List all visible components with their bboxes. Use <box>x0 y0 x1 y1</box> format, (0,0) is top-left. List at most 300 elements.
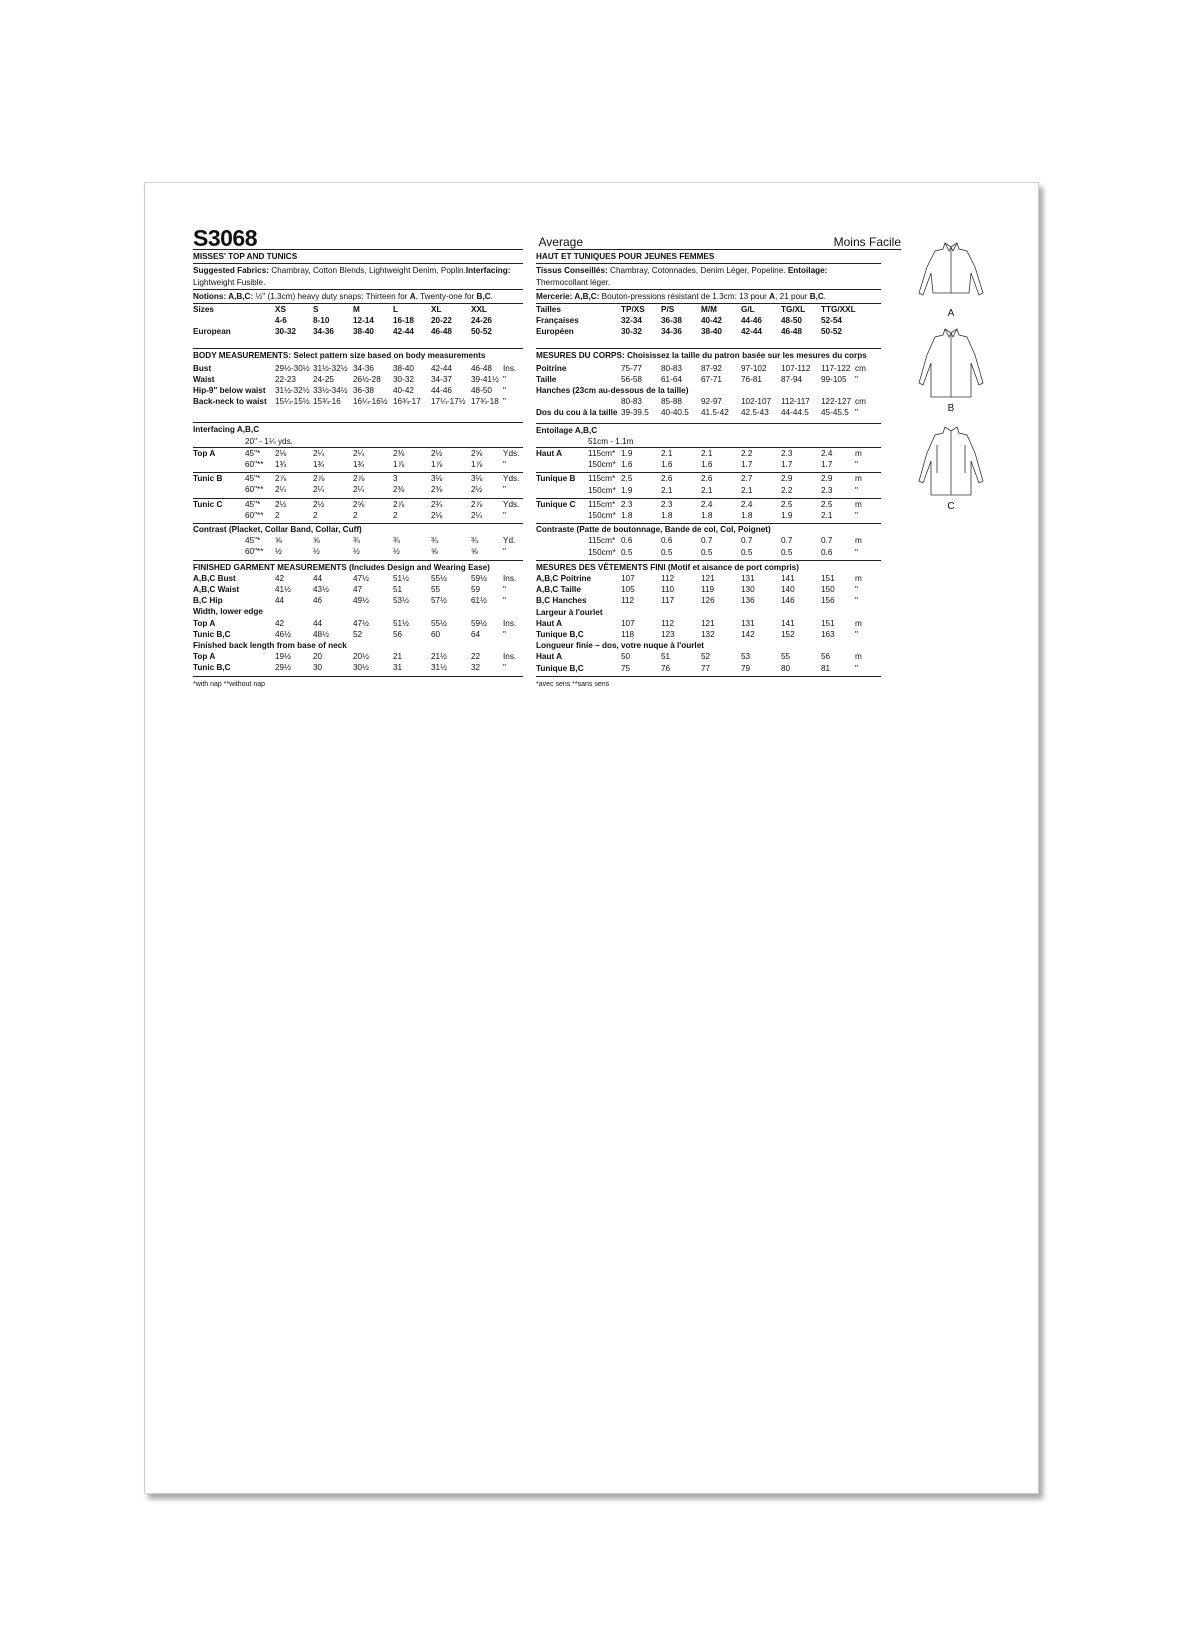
size-header: TG/XL <box>781 305 806 314</box>
section-divider <box>536 560 881 561</box>
table-cell: ¾ <box>393 536 400 546</box>
interfacing-yardage: 20" - 1¼ yds. <box>245 436 293 446</box>
table-cell: 2.1 <box>701 449 713 458</box>
table-cell: 1⅞ <box>471 460 483 469</box>
table-cell: 75-77 <box>621 363 642 373</box>
table-cell: 59½ <box>471 618 487 628</box>
section-divider <box>193 348 523 349</box>
difficulty-fr: Moins Facile <box>833 235 901 249</box>
table-cell: 117 <box>661 596 675 606</box>
length-title: Finished back length from base of neck <box>193 641 347 650</box>
table-cell: 2.6 <box>701 474 713 484</box>
sizes-label: Sizes <box>193 305 214 314</box>
table-cell: 2.5 <box>621 474 633 484</box>
section-divider <box>193 422 523 423</box>
table-cell: 1.9 <box>621 449 633 458</box>
size-value: 36-38 <box>661 316 682 326</box>
table-cell: 20½ <box>353 652 369 662</box>
table-cell: 44 <box>275 596 285 606</box>
unit: Ins. <box>503 652 517 662</box>
size-value: 46-48 <box>781 327 802 337</box>
fabric-width: 45"* <box>245 474 261 484</box>
unit: Yds. <box>503 499 520 509</box>
table-cell: 22-23 <box>275 374 296 384</box>
table-cell: 2 <box>313 510 318 520</box>
row-label: Poitrine <box>536 363 567 373</box>
row-label: Tunic B,C <box>193 629 231 639</box>
table-cell: 2.4 <box>821 449 833 458</box>
table-cell: 48½ <box>313 629 329 639</box>
table-cell: 163 <box>821 630 835 639</box>
table-cell: 141 <box>781 618 795 628</box>
table-cell: 151 <box>821 618 835 628</box>
table-cell: 57½ <box>431 596 447 606</box>
size-value: 38-40 <box>353 327 374 337</box>
unit: Ins. <box>503 618 517 628</box>
table-cell: 2⅞ <box>353 474 365 484</box>
table-cell: 2.9 <box>821 474 833 484</box>
size-value: 42-44 <box>393 327 414 337</box>
unit: " <box>503 629 506 639</box>
table-cell: 47 <box>353 585 363 594</box>
unit: " <box>855 374 858 384</box>
table-cell: 2¼ <box>313 485 325 495</box>
size-header: TTG/XXL <box>821 305 856 314</box>
table-cell: 2.2 <box>781 485 793 495</box>
length-title: Longueur finie – dos, votre nuque à l'ourlet <box>536 641 704 651</box>
unit: " <box>503 663 506 673</box>
table-cell: 42-44 <box>431 363 452 373</box>
table-cell: 121 <box>701 618 715 628</box>
unit: m <box>855 574 862 583</box>
table-cell: 31 <box>393 663 403 673</box>
table-cell: 2⅝ <box>471 448 483 458</box>
table-cell: 1.8 <box>621 511 633 520</box>
table-cell: 126 <box>701 596 715 606</box>
table-cell: ¾ <box>431 536 438 546</box>
table-cell: 1⅞ <box>393 460 405 469</box>
table-cell: 52 <box>353 629 363 639</box>
size-value: 30-32 <box>275 327 296 337</box>
table-cell: 20 <box>313 652 323 662</box>
unit: " <box>855 547 858 557</box>
table-cell: 87-92 <box>701 363 722 373</box>
table-cell: 131 <box>741 574 755 583</box>
table-cell: 53½ <box>393 596 409 606</box>
table-cell: 2 <box>353 510 358 520</box>
table-cell: 92-97 <box>701 397 722 407</box>
table-cell: 1.9 <box>781 511 793 520</box>
table-cell: 19½ <box>275 652 291 662</box>
table-cell: 0.7 <box>781 536 793 546</box>
view-label: Tunique B <box>536 474 576 484</box>
row-label: Back-neck to waist <box>193 397 267 407</box>
table-cell: 46 <box>313 596 323 606</box>
table-cell: 0.5 <box>661 547 673 557</box>
table-cell: 2¾ <box>431 499 443 509</box>
size-value: 16-18 <box>393 316 414 326</box>
body-measurements-title: MESURES DU CORPS: Choisissez la taille du patron basée sur les mesures du corps <box>536 351 867 361</box>
table-cell: 81 <box>821 663 831 673</box>
size-value: 8-10 <box>313 316 330 326</box>
table-cell: 105 <box>621 585 635 595</box>
table-cell: 80 <box>781 663 791 673</box>
size-value: 30-32 <box>621 327 642 337</box>
table-cell: 55½ <box>431 618 447 628</box>
table-cell: 80-83 <box>661 363 682 373</box>
interfacing-yardage: 51cm - 1.1m <box>588 436 634 446</box>
size-value: 50-52 <box>821 327 842 337</box>
table-cell: 1.6 <box>701 460 713 470</box>
table-cell: 1.7 <box>781 460 793 470</box>
table-cell: 59½ <box>471 573 487 583</box>
unit: " <box>855 663 858 673</box>
unit: " <box>503 386 506 395</box>
table-cell: 156 <box>821 596 835 606</box>
width-title: Largeur à l'ourlet <box>536 607 603 617</box>
table-cell: 30-32 <box>393 374 414 384</box>
table-cell: 2⅜ <box>393 485 405 495</box>
pattern-envelope-back <box>144 182 1039 1494</box>
table-cell: 53 <box>741 652 751 662</box>
unit: Ins. <box>503 363 517 373</box>
header-rule-fr <box>556 249 901 250</box>
table-cell: 39-41½ <box>471 374 499 384</box>
table-cell: 47½ <box>353 573 369 583</box>
table-cell: 1.6 <box>661 460 673 470</box>
table-cell: 52 <box>701 652 711 662</box>
suggested-fabrics: Suggested Fabrics: Chambray, Cotton Blends, Lightweight Denim, Poplin.Interfacing: Lightweight Fusible. <box>193 266 511 287</box>
contrast-title: Contrast (Placket, Collar Band, Collar, Cuff) <box>193 525 362 534</box>
table-cell: 2⅞ <box>313 474 325 484</box>
section-title: MISSES' TOP AND TUNICS <box>193 252 298 261</box>
table-cell: 118 <box>621 630 635 639</box>
unit: Ins. <box>503 573 517 583</box>
table-cell: 2.9 <box>781 474 793 484</box>
footnote: *with nap **without nap <box>193 680 265 688</box>
table-cell: 87-94 <box>781 374 802 384</box>
fabric-width: 60"** <box>245 547 264 557</box>
fabric-width: 60"** <box>245 485 264 495</box>
table-cell: 38-40 <box>393 363 414 373</box>
table-cell: 3⅛ <box>431 474 443 484</box>
interfacing-title: Entoilage A,B,C <box>536 425 598 435</box>
unit: " <box>503 460 506 469</box>
unit: " <box>855 596 858 606</box>
table-cell: 32 <box>471 663 481 673</box>
table-cell: 2⅛ <box>431 510 443 520</box>
table-cell: 0.7 <box>701 536 713 546</box>
unit: " <box>855 408 858 418</box>
table-cell: 77 <box>701 663 711 673</box>
finished-measurements-title: MESURES DES VÊTEMENTS FINI (Motif et aisance de port compris) <box>536 562 799 572</box>
section-divider <box>536 348 881 349</box>
table-cell: 1¾ <box>353 460 365 469</box>
table-cell: 0.5 <box>621 547 633 557</box>
header-rule-en <box>193 249 523 250</box>
unit: " <box>503 485 506 495</box>
table-cell: 16¾-17 <box>393 397 421 407</box>
section-divider <box>193 289 523 290</box>
table-cell: 2⅞ <box>471 499 483 509</box>
row-label: Haut A <box>536 618 563 628</box>
row-label: A,B,C Waist <box>193 585 240 594</box>
table-cell: 1.7 <box>741 460 753 470</box>
size-value: 48-50 <box>781 316 802 326</box>
table-cell: 112 <box>661 618 675 628</box>
size-value: 12-14 <box>353 316 374 326</box>
table-cell: 1.8 <box>701 511 713 520</box>
table-cell: 51½ <box>393 618 409 628</box>
unit: m <box>855 652 862 662</box>
table-cell: 45-45.5 <box>821 408 849 418</box>
table-cell: 2.2 <box>741 449 753 458</box>
table-cell: 1⅞ <box>431 460 443 469</box>
row-label: Hip-9" below waist <box>193 386 266 395</box>
table-cell: 2⅛ <box>275 448 287 458</box>
table-cell: 49½ <box>353 596 369 606</box>
table-cell: 97-102 <box>741 363 767 373</box>
fabric-width: 150cm* <box>588 460 616 470</box>
unit: m <box>855 536 862 546</box>
suggested-fabrics: Tissus Conseillés: Chambray, Cotonnades, Denim Léger, Popeline. Entoilage: Thermocollant léger. <box>536 266 828 287</box>
section-divider <box>536 263 881 264</box>
table-cell: 2⅜ <box>393 448 405 458</box>
table-cell: 56-58 <box>621 374 642 384</box>
size-header: M <box>353 305 360 314</box>
unit: Yds. <box>503 474 520 484</box>
table-cell: 17¼-17½ <box>431 397 466 407</box>
table-cell: 48-50 <box>471 386 492 395</box>
table-cell: 26½-28 <box>353 374 381 384</box>
table-cell: 42.5-43 <box>741 408 769 418</box>
table-cell: 121 <box>701 574 715 583</box>
unit: " <box>855 460 858 470</box>
table-cell: 107-112 <box>781 363 811 373</box>
table-cell: 0.6 <box>661 536 673 546</box>
table-cell: 67-71 <box>701 374 722 384</box>
european-label: European <box>193 327 231 337</box>
fabric-width: 115cm* <box>588 499 616 509</box>
table-cell: 2.5 <box>781 499 793 509</box>
table-cell: 1¾ <box>275 460 287 469</box>
table-cell: ½ <box>393 547 400 557</box>
table-cell: ¾ <box>471 536 478 546</box>
table-cell: 33½-34½ <box>313 386 348 395</box>
table-cell: 150 <box>821 585 835 595</box>
row-label: Waist <box>193 374 215 384</box>
table-cell: 0.5 <box>741 547 753 557</box>
view-label: Top A <box>193 448 216 458</box>
table-cell: 15¼-15½ <box>275 397 310 407</box>
table-cell: 55½ <box>431 573 447 583</box>
table-cell: ⅝ <box>275 536 282 546</box>
size-value: 46-48 <box>431 327 452 337</box>
finished-measurements-title: FINISHED GARMENT MEASUREMENTS (Includes Design and Wearing Ease) <box>193 562 490 572</box>
table-cell: 132 <box>701 630 715 639</box>
table-cell: 0.5 <box>781 547 793 557</box>
row-label: Tunic B,C <box>193 663 231 673</box>
fabric-width: 60"** <box>245 460 264 469</box>
table-cell: 56 <box>393 629 403 639</box>
table-cell: 99-105 <box>821 374 847 384</box>
fabric-width: 150cm* <box>588 485 616 495</box>
fabric-width: 115cm* <box>588 449 616 458</box>
table-cell: 40-40.5 <box>661 408 689 418</box>
interfacing-title: Interfacing A,B,C <box>193 425 260 435</box>
table-cell: ½ <box>353 547 360 557</box>
table-cell: 59 <box>471 585 481 594</box>
view-a-label: A <box>947 308 955 319</box>
table-cell: 140 <box>781 585 795 595</box>
row-label: Tunique B,C <box>536 663 584 673</box>
unit: " <box>855 585 858 595</box>
table-cell: 21½ <box>431 652 447 662</box>
table-cell: 2 <box>275 510 280 520</box>
table-cell: 141 <box>781 574 795 583</box>
table-cell: 2¼ <box>275 485 287 495</box>
table-cell: 2⅜ <box>431 485 443 495</box>
body-measurements-title: BODY MEASUREMENTS: Select pattern size based on body measurements <box>193 351 486 361</box>
view-label: Tunique C <box>536 499 576 509</box>
table-cell: 2⅞ <box>393 499 405 509</box>
table-cell: 24-25 <box>313 374 334 384</box>
table-cell: 2⅝ <box>353 499 365 509</box>
table-cell: 1.8 <box>661 511 673 520</box>
table-cell: 2.4 <box>741 499 753 509</box>
table-cell: 2¼ <box>471 510 483 520</box>
table-cell: 29½-30½ <box>275 363 310 373</box>
size-header: XL <box>431 305 442 314</box>
table-cell: ⅝ <box>313 536 320 546</box>
row-label: A,B,C Taille <box>536 585 581 595</box>
table-cell: 2½ <box>471 485 483 495</box>
table-cell: 31½-32½ <box>313 363 348 373</box>
size-value: 52-54 <box>821 316 842 326</box>
size-header: L <box>393 305 399 314</box>
size-value: 50-52 <box>471 327 492 337</box>
table-cell: 107 <box>621 618 635 628</box>
table-cell: 21 <box>393 652 403 662</box>
table-cell: 75 <box>621 663 631 673</box>
table-cell: 42 <box>275 618 285 628</box>
row-label: B,C Hip <box>193 596 223 606</box>
table-cell: 44 <box>313 573 323 583</box>
unit: " <box>855 511 858 520</box>
table-cell: 2.5 <box>821 499 833 509</box>
notions: Mercerie: A,B,C: Bouton-pressions résistant de 1.3cm: 13 pour A, 21 pour B,C. <box>536 292 827 301</box>
table-cell: 2¼ <box>353 448 365 458</box>
table-cell: 112-117 <box>781 397 810 407</box>
table-cell: ¾ <box>353 536 360 546</box>
size-value: 4-6 <box>275 316 287 326</box>
table-cell: 30½ <box>353 663 369 673</box>
table-cell: 2.4 <box>701 499 713 509</box>
table-cell: 34-37 <box>431 374 452 384</box>
contrast-title: Contraste (Patte de boutonnage, Bande de col, Col, Poignet) <box>536 525 771 535</box>
view-b-label: B <box>947 403 955 414</box>
table-cell: 22 <box>471 652 481 662</box>
table-cell: 152 <box>781 630 795 639</box>
row-label: Haut A <box>536 652 563 662</box>
table-cell: 2.3 <box>621 499 633 509</box>
table-cell: 79 <box>741 663 751 673</box>
table-cell: 122-127 <box>821 397 852 407</box>
unit: " <box>503 510 506 520</box>
size-header: S <box>313 305 319 314</box>
fabric-width: 60"** <box>245 510 264 520</box>
difficulty-en: Average <box>538 235 583 249</box>
table-cell: 44 <box>313 618 323 628</box>
table-cell: 117-122 <box>821 363 851 373</box>
table-cell: 2½ <box>313 499 325 509</box>
section-divider <box>193 560 523 561</box>
table-cell: 1.9 <box>621 485 633 495</box>
row-label: Top A <box>193 652 216 662</box>
width-title: Width, lower edge <box>193 607 263 617</box>
size-value: 34-36 <box>313 327 334 337</box>
unit: m <box>855 449 862 458</box>
unit: m <box>855 618 862 628</box>
unit: cm <box>855 397 866 407</box>
table-cell: 36-38 <box>353 386 374 395</box>
size-value: 20-22 <box>431 316 452 326</box>
table-cell: 2½ <box>431 448 443 458</box>
table-cell: 0.7 <box>821 536 833 546</box>
pattern-number: S3068 <box>193 225 258 251</box>
section-divider <box>536 423 881 424</box>
table-cell: 2.3 <box>661 499 673 509</box>
table-cell: 31½-32½ <box>275 386 310 395</box>
table-cell: 2⅞ <box>275 474 287 484</box>
row-label: Taille <box>536 374 557 384</box>
unit: " <box>855 485 858 495</box>
row-label: Dos du cou à la taille <box>536 408 618 418</box>
table-cell: 2.1 <box>701 485 713 495</box>
table-cell: 112 <box>661 574 675 583</box>
view-label: Tunic C <box>193 499 223 509</box>
table-cell: 30 <box>313 663 323 673</box>
unit: " <box>503 547 506 557</box>
size-header: TP/XS <box>621 305 645 314</box>
view-label: Haut A <box>536 449 563 458</box>
section-divider <box>536 289 881 290</box>
table-cell: 1.6 <box>621 460 633 470</box>
table-cell: 42 <box>275 573 285 583</box>
table-cell: 41.5-42 <box>701 408 729 418</box>
table-cell: 0.5 <box>701 547 713 557</box>
size-value: 34-36 <box>661 327 682 337</box>
size-value: 32-34 <box>621 316 642 326</box>
table-cell: 55 <box>781 652 791 662</box>
table-cell: 46½ <box>275 629 291 639</box>
table-cell: 56 <box>821 652 831 662</box>
table-cell: 51½ <box>393 573 409 583</box>
table-cell: 76 <box>661 663 671 673</box>
footnote: *avec sens **sans sens <box>536 680 610 688</box>
size-header: XS <box>275 305 286 314</box>
table-cell: 136 <box>741 596 755 606</box>
table-cell: 29½ <box>275 663 291 673</box>
table-cell: 76-81 <box>741 374 762 384</box>
row-label: Hanches (23cm au-dessous de la taille) <box>536 386 689 395</box>
table-cell: 34-36 <box>353 363 374 373</box>
unit: m <box>855 474 862 484</box>
table-cell: 112 <box>621 596 635 606</box>
row-label: B,C Hanches <box>536 596 587 606</box>
table-cell: 2 <box>393 510 398 520</box>
notions: Notions: A,B,C: ½" (1.3cm) heavy duty snaps: Thirteen for A, Twenty-one for B,C. <box>193 292 493 301</box>
